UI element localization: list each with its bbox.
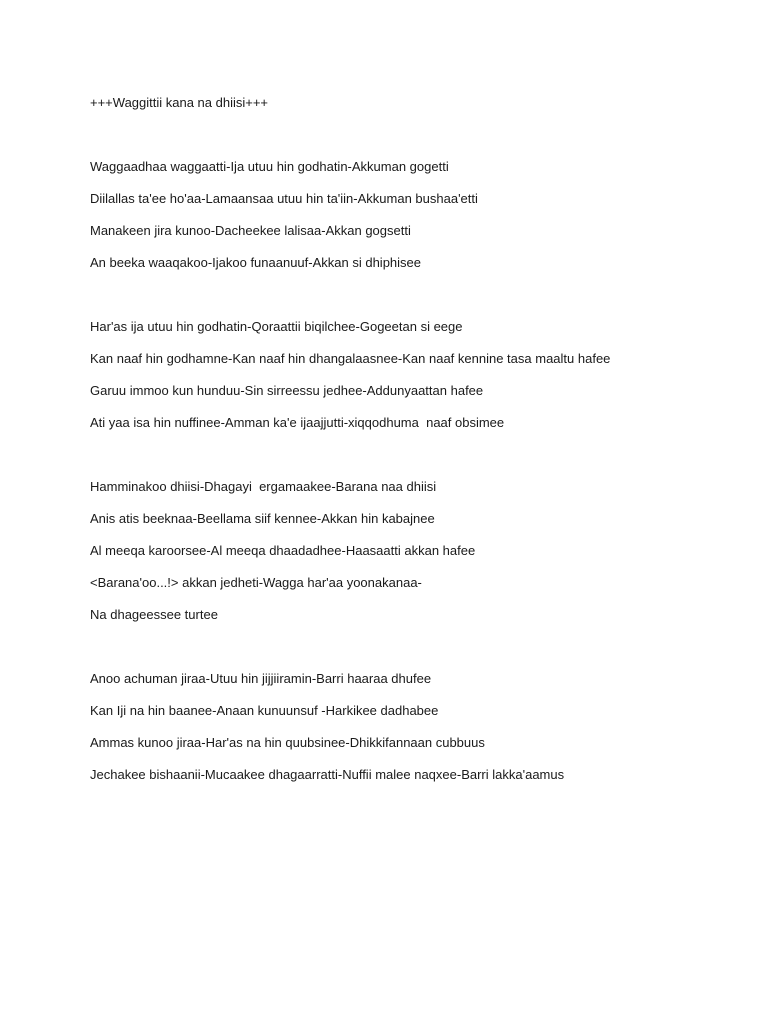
- stanza-2-line-1: Har'as ija utuu hin godhatin-Qoraattii biqilchee-Gogeetan si eege: [90, 319, 463, 334]
- stanza-1-line-1: Waggaadhaa waggaatti-Ija utuu hin godhatin-Akkuman gogetti: [90, 159, 449, 174]
- stanza-3-line-5: Na dhageessee turtee: [90, 607, 218, 622]
- stanza-4-line-4: Jechakee bishaanii-Mucaakee dhagaarratti-Nuffii malee naqxee-Barri lakka'aamus: [90, 767, 565, 782]
- stanza-1-line-2: Diilallas ta'ee ho'aa-Lamaansaa utuu hin ta'iin-Akkuman bushaa'etti: [90, 191, 478, 206]
- stanza-3-line-2: Anis atis beeknaa-Beellama siif kennee-Akkan hin kabajnee: [90, 511, 435, 526]
- stanza-4-line-3: Ammas kunoo jiraa-Har'as na hin quubsinee-Dhikkifannaan cubbuus: [90, 735, 485, 750]
- stanza-3-line-3: Al meeqa karoorsee-Al meeqa dhaadadhee-Haasaatti akkan hafee: [90, 543, 476, 558]
- stanza-2-line-2: Kan naaf hin godhamne-Kan naaf hin dhangalaasnee-Kan naaf kennine tasa maaltu hafee: [90, 351, 611, 366]
- stanza-1-line-4: An beeka waaqakoo-Ijakoo funaanuuf-Akkan si dhiphisee: [90, 255, 422, 270]
- stanza-1-line-3: Manakeen jira kunoo-Dacheekee lalisaa-Akkan gogsetti: [90, 223, 411, 238]
- stanza-2-line-3: Garuu immoo kun hunduu-Sin sirreessu jedhee-Addunyaattan hafee: [90, 383, 484, 398]
- stanza-4-line-2: Kan Iji na hin baanee-Anaan kunuunsuf -Harkikee dadhabee: [90, 703, 439, 718]
- stanza-3-line-1: Hamminakoo dhiisi-Dhagayi ergamaakee-Barana naa dhiisi: [90, 479, 437, 494]
- stanza-4-line-1: Anoo achuman jiraa-Utuu hin jijjiiramin-Barri haaraa dhufee: [90, 671, 432, 686]
- stanza-3-line-4: <Barana'oo...!> akkan jedheti-Wagga har'aa yoonakanaa-: [90, 575, 422, 590]
- poem-title: +++Waggittii kana na dhiisi+++: [90, 95, 269, 110]
- stanza-2-line-4: Ati yaa isa hin nuffinee-Amman ka'e ijaajjutti-xiqqodhuma naaf obsimee: [90, 415, 505, 430]
